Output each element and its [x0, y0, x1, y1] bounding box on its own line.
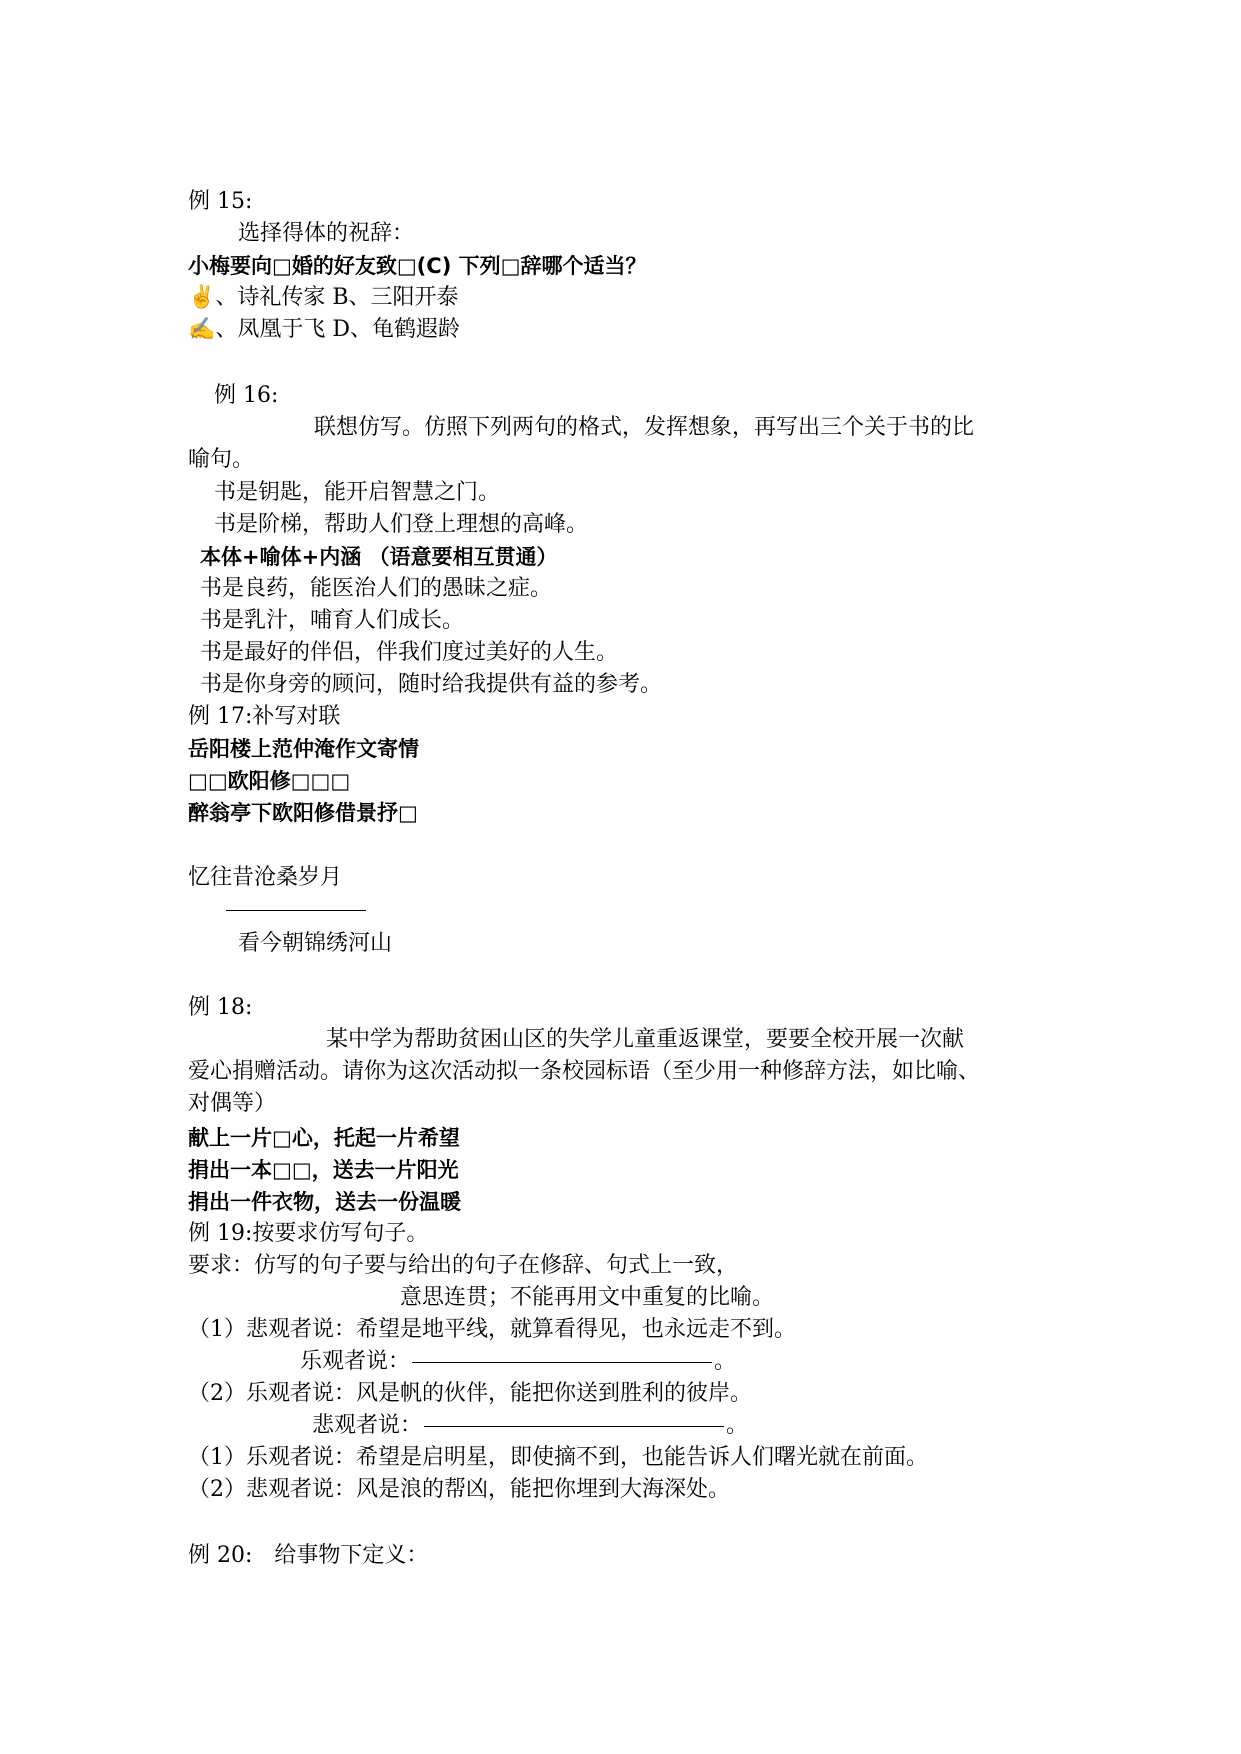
couplet-line: □□欧阳修□□□ — [188, 769, 351, 793]
ex19-answer: （1）乐观者说：希望是启明星，即使摘不到，也能告诉人们曙光就在前面。 — [188, 1445, 928, 1470]
ex16-answer: 书是良药，能医治人们的愚昧之症。 — [200, 576, 553, 601]
ex16-tip: 本体+喻体+内涵 （语意要相互贯通） — [200, 545, 558, 569]
ex18-prompt: 某中学为帮助贫困山区的失学儿童重返课堂，要要全校开展一次献 — [326, 1027, 965, 1052]
ex18-prompt: 对偶等） — [188, 1091, 277, 1116]
ex19-answer: （2）悲观者说：风是浪的帮凶，能把你埋到大海深处。 — [188, 1477, 730, 1502]
ex19-requirement: 意思连贯；不能再用文中重复的比喻。 — [400, 1285, 775, 1310]
speaker-label: 乐观者说： — [300, 1349, 411, 1374]
ex15-label: 例 15: — [188, 189, 253, 214]
speaker-label: 悲观者说： — [312, 1413, 423, 1438]
answer-blank-line — [226, 910, 366, 911]
couplet-line: 看今朝锦绣河山 — [238, 931, 393, 956]
ex16-label: 例 16: — [214, 383, 279, 408]
couplet-line: 醉翁亭下欧阳修借景抒□ — [188, 801, 418, 825]
ex15-option-line: ✌、诗礼传家 B、三阳开泰 — [188, 285, 459, 310]
ex15-option-line: ✍、凤凰于飞 D、龟鹤遐龄 — [188, 317, 461, 342]
slogan-line: 献上一片□心，托起一片希望 — [188, 1126, 460, 1150]
answer-blank[interactable] — [412, 1362, 712, 1363]
ex19-fill-line — [300, 1346, 736, 1378]
ex20-line — [188, 1540, 428, 1572]
slogan-line: 捐出一本□□，送去一片阳光 — [188, 1158, 459, 1182]
slogan-line: 捐出一件衣物，送去一份温暖 — [188, 1190, 461, 1214]
end-mark: 。 — [714, 1349, 737, 1374]
ex16-answer: 书是最好的伴侣，伴我们度过美好的人生。 — [200, 640, 619, 665]
ex19-requirement: 要求：仿写的句子要与给出的句子在修辞、句式上一致， — [188, 1253, 739, 1278]
ex16-prompt: 联想仿写。仿照下列两句的格式，发挥想象，再写出三个关于书的比 — [314, 415, 975, 440]
ex16-example: 书是钥匙，能开启智慧之门。 — [214, 480, 501, 505]
ex18-prompt: 爱心捐赠活动。请你为这次活动拟一条校园标语（至少用一种修辞方法，如比喻、 — [188, 1059, 981, 1084]
ex16-answer: 书是你身旁的顾问，随时给我提供有益的参考。 — [200, 672, 663, 697]
ex19-label: 例 19:按要求仿写句子。 — [188, 1221, 429, 1246]
answer-blank[interactable] — [424, 1426, 724, 1427]
ex15-prompt: 选择得体的祝辞： — [238, 221, 415, 246]
ex19-question: （2）乐观者说：风是帆的伙伴，能把你送到胜利的彼岸。 — [188, 1381, 752, 1406]
ex17-label: 例 17:补写对联 — [188, 704, 341, 729]
couplet-line: 忆往昔沧桑岁月 — [188, 865, 343, 890]
ex20-label: 例 20: — [188, 1543, 253, 1568]
ex15-question: 小梅要向□婚的好友致□(C) 下列□辞哪个适当？ — [188, 254, 647, 278]
end-mark: 。 — [726, 1413, 749, 1438]
ex19-fill-line — [312, 1410, 748, 1442]
ex19-question: （1）悲观者说：希望是地平线，就算看得见，也永远走不到。 — [188, 1317, 796, 1342]
ex18-label: 例 18: — [188, 995, 253, 1020]
ex16-example: 书是阶梯，帮助人们登上理想的高峰。 — [214, 512, 589, 537]
couplet-line: 岳阳楼上范仲淹作文寄情 — [188, 737, 419, 761]
ex16-answer: 书是乳汁，哺育人们成长。 — [200, 608, 465, 633]
ex16-prompt: 喻句。 — [188, 447, 255, 472]
ex20-prompt: 给事物下定义： — [274, 1543, 429, 1568]
